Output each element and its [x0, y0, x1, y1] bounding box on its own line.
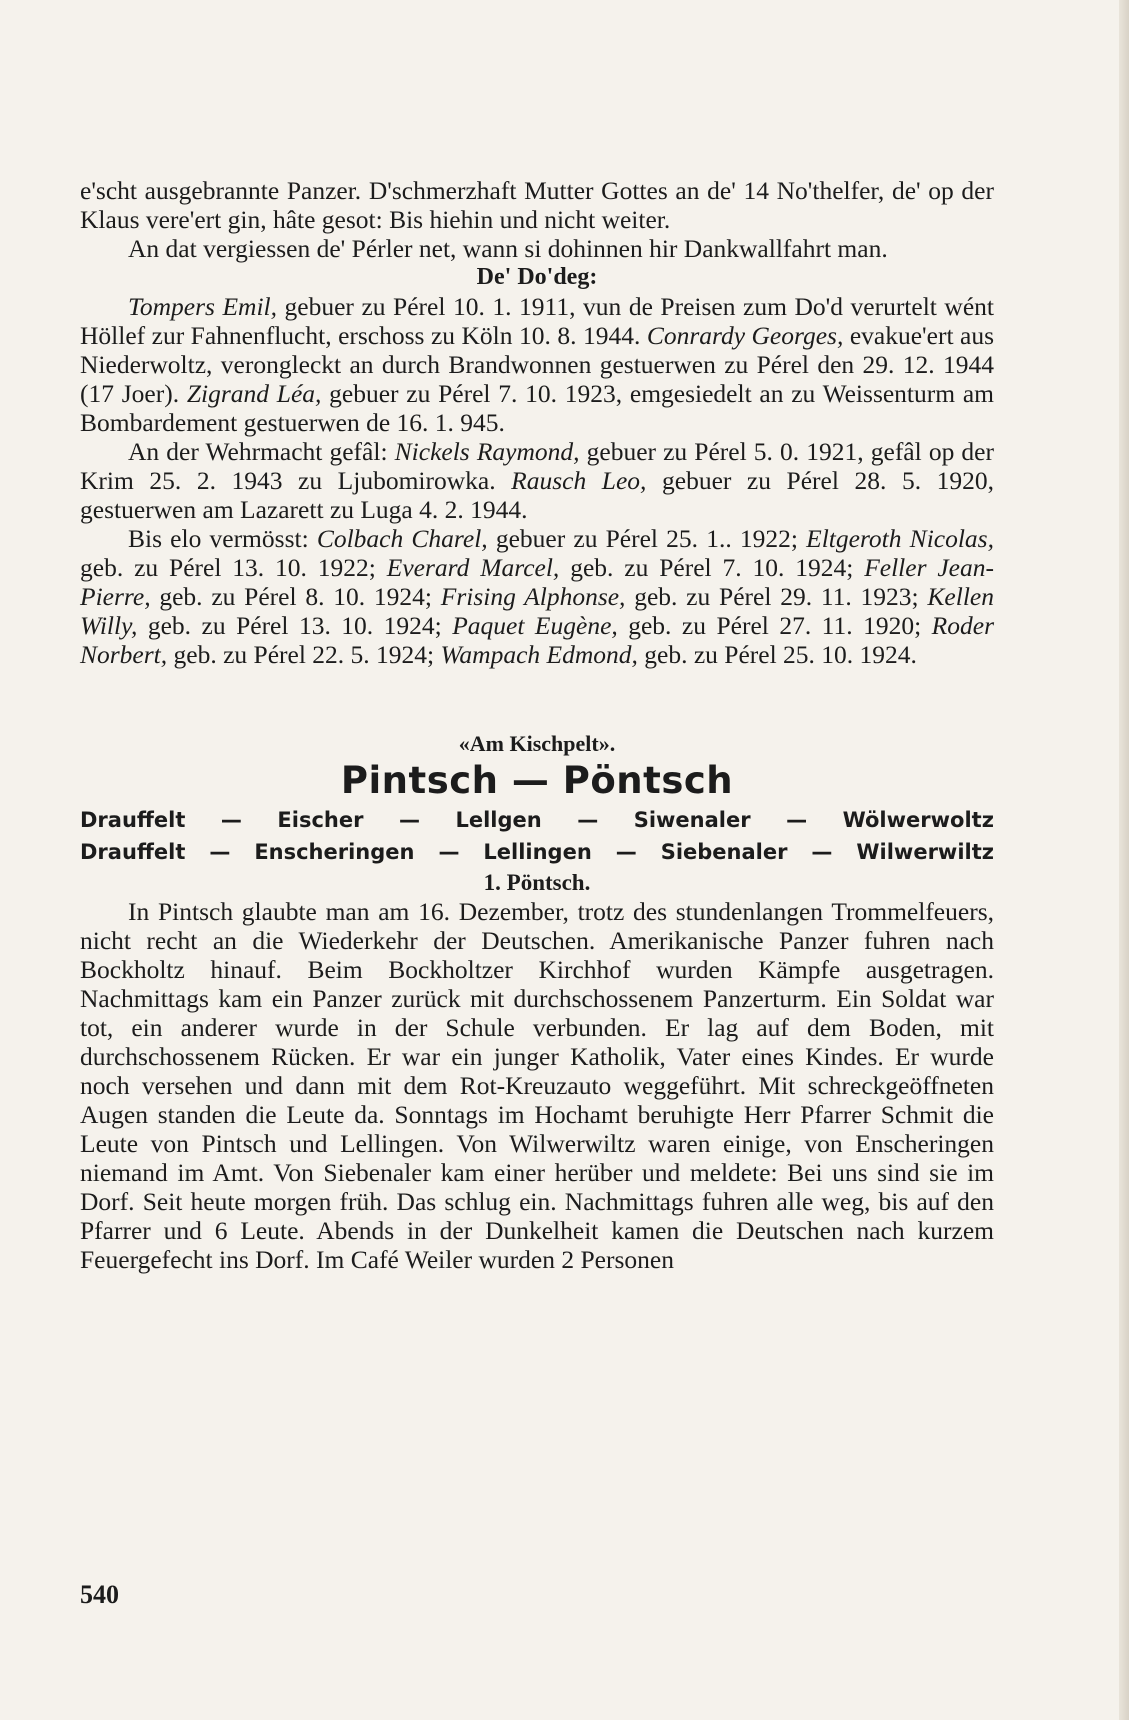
paragraph-vermosst	[80, 524, 994, 669]
dash: —	[209, 840, 231, 864]
dash: —	[786, 808, 808, 832]
heading-dodeg: De' Do'deg:	[476, 264, 598, 290]
person-details: geb. zu Pérel 13. 10. 1924;	[137, 611, 453, 640]
person-name: Rausch Leo,	[511, 466, 647, 495]
heading-kischpelt: «Am Kischpelt».	[458, 731, 616, 756]
dash: —	[615, 840, 637, 864]
place-name: Drauffelt	[80, 840, 186, 864]
place-names-row-luxembourgish	[80, 804, 994, 836]
person-name: Conrardy Georges,	[646, 321, 844, 350]
person-details: geb. zu Pérel 7. 10. 1924;	[559, 553, 865, 582]
person-details: geb. zu Pérel 13. 10. 1922;	[80, 553, 387, 582]
dash: —	[577, 808, 599, 832]
paragraph-intro: e'scht ausgebrannte Panzer. D'schmerzhaft Mutter Gottes an de' 14 No'thelfer, de' op der Klaus vere'ert gin, hâte gesot: Bis hiehin und nicht weiter.	[80, 176, 994, 234]
person-name: Colbach Charel,	[316, 524, 488, 553]
place-name: Siebenaler	[660, 840, 788, 864]
paragraph-dankwallfahrt: An dat vergiessen de' Pérler net, wann si dohinnen hir Dankwallfahrt man.	[128, 234, 888, 263]
dash: —	[398, 808, 420, 832]
person-name: Roder Norbert,	[80, 611, 994, 669]
person-details: geb. zu Pérel 25. 10. 1924.	[637, 640, 917, 669]
person-details: geb. zu Pérel 8. 10. 1924;	[150, 582, 441, 611]
dash: —	[438, 840, 460, 864]
main-title: Pintsch — Pöntsch	[340, 759, 734, 802]
place-name: Drauffelt	[80, 808, 186, 832]
person-name: Feller Jean-Pierre,	[80, 553, 994, 611]
place-name: Eischer	[277, 808, 364, 832]
paragraph-wehrmacht	[80, 437, 994, 524]
person-details: geb. zu Pérel 29. 11. 1923;	[625, 582, 928, 611]
person-name: Eltgeroth Nicolas,	[806, 524, 994, 553]
page-number: 540	[80, 1580, 119, 1609]
person-details: gebuer zu Pérel 5. 0. 1921, gefâl op der Krim 25. 2. 1943 zu Ljubomirowka.	[80, 437, 994, 495]
person-details: geb. zu Pérel 22. 5. 1924;	[167, 640, 441, 669]
person-name: Zigrand Léa,	[186, 379, 322, 408]
dash: —	[220, 808, 242, 832]
person-details: evakue'ert aus Niederwoltz, verongleckt an durch Brandwonnen gestuerwen zu Pérel den 29. 12. 1944 (17 Joer).	[80, 321, 995, 408]
person-details: gebuer zu Pérel 28. 5. 1920, gestuerwen am Lazarett zu Luga 4. 2. 1944.	[80, 466, 994, 524]
person-name: Tompers Emil,	[128, 292, 277, 321]
person-name: Paquet Eugène,	[452, 611, 618, 640]
section-heading: 1. Pöntsch.	[483, 870, 591, 895]
section-gap	[80, 669, 994, 729]
place-name: Wilwerwiltz	[856, 840, 994, 864]
place-name: Lellgen	[455, 808, 542, 832]
person-details: geb. zu Pérel 27. 11. 1920;	[617, 611, 932, 640]
intro-text: Bis elo vermösst:	[128, 524, 317, 553]
place-names-row-official	[80, 836, 994, 868]
paragraph-dodeg	[80, 292, 994, 437]
person-name: Wampach Edmond,	[440, 640, 638, 669]
person-details: gebuer zu Pérel 10. 1. 1911, vun de Preisen zum Do'd verurtelt wént Höllef zur Fahnenflucht, erschoss zu Köln 10. 8. 1944.	[80, 292, 994, 350]
person-name: Frising Alphonse,	[440, 582, 626, 611]
person-name: Kellen Willy,	[80, 582, 994, 640]
place-name: Wölwerwoltz	[842, 808, 994, 832]
person-name: Everard Marcel,	[386, 553, 560, 582]
place-name: Siwenaler	[633, 808, 751, 832]
person-details: gebuer zu Pérel 7. 10. 1923, emgesiedelt an zu Weissenturm am Bombardement gestuerwen de 16. 1. 945.	[80, 379, 994, 437]
paragraph-pintsch: In Pintsch glaubte man am 16. Dezember, trotz des stundenlangen Trommelfeuers, nicht recht an die Wiederkehr der Deutschen. Amerikanische Panzer fuhren nach Bockholtz hinauf. Beim Bockholtzer Kirchhof wurden Kämpfe ausgetragen. Nachmittags kam ein Panzer zurück mit durchschossenem Panzerturm. Ein Soldat war tot, ein anderer wurde in der Schule verbunden. Er lag auf dem Boden, mit durchschossenem Rücken. Er war ein junger Katholik, Vater eines Kindes. Er wurde noch versehen und dann mit dem Rot-Kreuzauto weggeführt. Mit schreckgeöffneten Augen standen die Leute da. Sonntags im Hochamt beruhigte Herr Pfarrer Schmit die Leute von Pintsch und Lellingen. Von Wilwerwiltz waren einige, von Enscheringen niemand im Amt. Von Siebenaler kam einer herüber und meldete: Bei uns sind sie im Dorf. Seit heute morgen früh. Das schlug ein. Nachmittags fuhren alle weg, bis auf den Pfarrer und 6 Leute. Abends in der Dunkelheit kamen die Deutschen nach kurzem Feuergefecht ins Dorf. Im Café Weiler wurden 2 Personen	[80, 897, 994, 1274]
place-name: Enscheringen	[254, 840, 415, 864]
dash: —	[811, 840, 833, 864]
page-text	[80, 176, 994, 1274]
person-name: Nickels Raymond,	[394, 437, 580, 466]
place-name: Lellingen	[483, 840, 592, 864]
intro-text: An der Wehrmacht gefâl:	[128, 437, 395, 466]
person-details: gebuer zu Pérel 25. 1.. 1922;	[487, 524, 807, 553]
